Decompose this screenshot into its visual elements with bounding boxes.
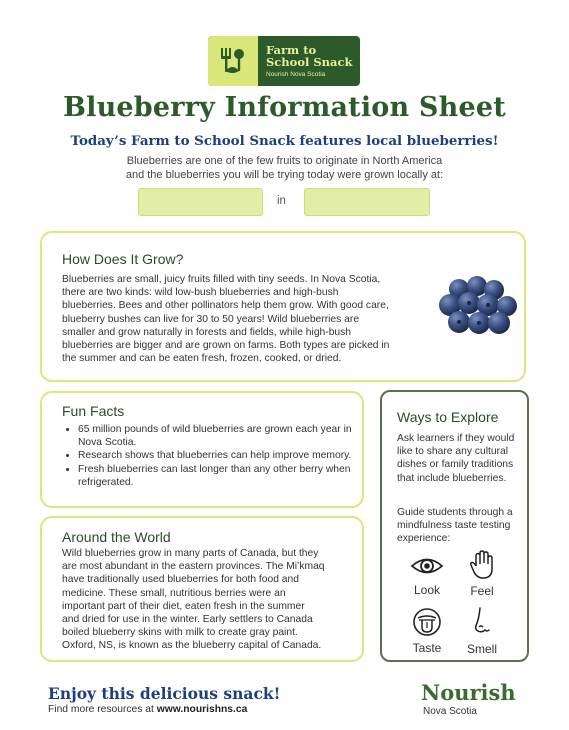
text-line: Wild blueberries grow in many parts of Canada, but they	[62, 548, 319, 559]
text-line: blueberries. Bees and other pollinators help them grow. With good care,	[62, 300, 389, 312]
card-title: Fun Facts	[62, 403, 125, 419]
logo-tagline: Nourish Nova Scotia	[266, 71, 326, 78]
eye-icon	[410, 553, 444, 579]
logo-wordmark	[258, 44, 352, 78]
text-line: blueberries are bigger and are grown on farms. Both types are picked in	[62, 340, 390, 352]
nose-icon	[471, 606, 493, 638]
explore-paragraph: Guide students through a mindfulness taste testing experience:	[397, 507, 513, 545]
resources-link[interactable]: www.nourishns.ca	[156, 704, 248, 715]
logo-line-2: School Snack	[266, 55, 353, 69]
text-line: are most abundant in the eastern provinces. The Mi’kmaq	[62, 561, 325, 573]
farm-name-field[interactable]	[138, 188, 263, 216]
intro-text	[0, 155, 569, 182]
sense-feel	[453, 550, 511, 598]
sense-taste	[398, 607, 456, 655]
page-title: Blueberry Information Sheet	[63, 92, 506, 123]
card-title: Ways to Explore	[397, 409, 499, 425]
sense-label: Taste	[412, 641, 442, 655]
fact-item: • Fresh blueberries can last longer than any other berry when refrigerated.	[78, 463, 356, 489]
intro-line: and the blueberries you will be trying today were grown locally at:	[125, 168, 444, 181]
text-line: Blueberries are small, juicy fruits filled with tiny seeds. In Nova Scotia,	[62, 274, 381, 285]
enjoy-heading: Enjoy this delicious snack!	[48, 684, 281, 703]
sense-label: Feel	[470, 584, 494, 598]
logo-line-1: Farm to	[266, 43, 317, 57]
explore-paragraph: Ask learners if they would like to share any cultural dishes or family traditions that include blueberries.	[397, 433, 515, 484]
sense-look	[398, 553, 456, 597]
sense-smell	[453, 606, 511, 656]
fact-item: • 65 million pounds of wild blueberries are grown each year in Nova Scotia.	[78, 423, 356, 449]
text-line: there are two kinds: wild low-bush blueberries and high-bush	[62, 287, 339, 299]
page-subtitle: Today’s Farm to School Snack features local blueberries!	[70, 133, 499, 149]
card-title: Around the World	[62, 529, 171, 545]
text-line: and dried for use in the winter. Early settlers to Canada	[62, 614, 313, 626]
nourish-logo: Nourish	[421, 680, 516, 705]
text-line: important part of their diet, eaten fresh in the summer	[62, 600, 305, 612]
around-the-world-card	[40, 516, 364, 662]
sense-label: Look	[413, 583, 441, 597]
location-field[interactable]	[304, 188, 430, 216]
card-title: How Does It Grow?	[62, 251, 184, 267]
blueberries-image	[437, 275, 519, 337]
fact-item: • Research shows that blueberries can help improve memory.	[78, 449, 356, 462]
fork-sprout-icon	[208, 36, 258, 86]
resources-line	[48, 704, 247, 715]
text-line: Oxford, NS, is known as the blueberry capital of Canada.	[62, 640, 322, 652]
text-line: blueberry bushes can live for 30 to 50 years! Wild blueberries are	[62, 313, 360, 325]
how-does-it-grow-card	[40, 231, 526, 382]
grow-body	[62, 273, 432, 365]
hand-icon	[469, 550, 495, 580]
text-line: smaller and grow naturally in forests and fields, while high-bush	[62, 326, 352, 338]
resources-prefix: Find more resources at	[48, 704, 157, 715]
in-label: in	[277, 195, 286, 207]
nourish-logo-subtitle: Nova Scotia	[423, 706, 477, 717]
ways-to-explore-card	[380, 390, 529, 662]
tongue-icon	[412, 607, 442, 637]
farm-to-school-logo	[208, 36, 360, 86]
fun-facts-card	[40, 391, 364, 508]
intro-line: Blueberries are one of the few fruits to originate in North America	[126, 155, 443, 167]
world-body	[62, 547, 362, 653]
text-line: the summer and can be eaten fresh, frozen, cooked, or dried.	[62, 353, 342, 365]
sense-label: Smell	[466, 642, 497, 656]
facts-body	[64, 423, 356, 489]
text-line: have traditionally used blueberries for both food and	[62, 574, 299, 586]
text-line: medicine. These small, nutritious berries were an	[62, 587, 286, 599]
text-line: boiled blueberry skins with milk to create gray paint.	[62, 627, 298, 639]
